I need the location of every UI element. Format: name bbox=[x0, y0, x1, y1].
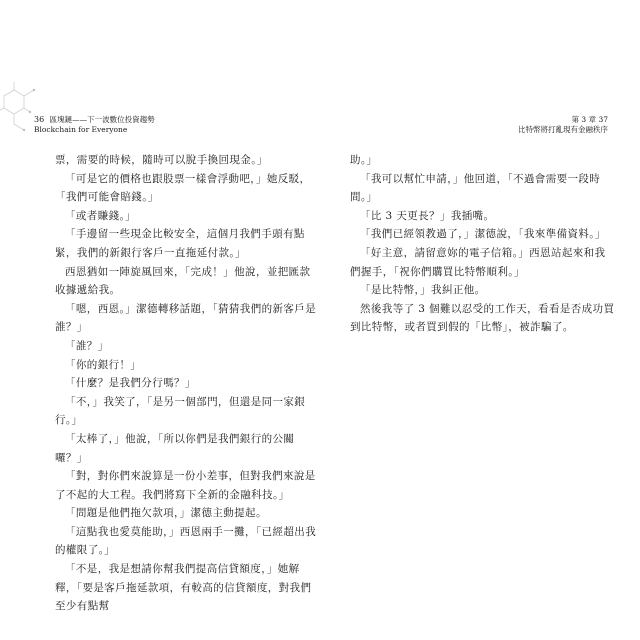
paragraph: 「嗯，西恩。」潔德轉移話題，「猜猜我們的新客戶是誰？」 bbox=[55, 302, 317, 334]
paragraph: 「誰？」 bbox=[65, 339, 109, 352]
paragraph: 「這點我也愛莫能助，」西恩兩手一攤，「已經超出我的權限了。」 bbox=[55, 525, 317, 557]
paragraph: 「不是，我是想請你幫我們提高信貸額度，」她解釋，「要是客戶拖延款項，有較高的信貸額度，對我們至少有點幫 bbox=[55, 563, 312, 613]
paragraph: 「我們已經領教過了，」潔德說，「我來準備資料。」 bbox=[360, 228, 606, 241]
paragraph: 然後我等了 3 個難以忍受的工作天，看看是否成功買到比特幣，或者買到假的「比幣」，被詐騙了。 bbox=[350, 302, 615, 334]
paragraph: 「比 3 天更長？」我插嘴。 bbox=[360, 209, 495, 222]
right-page-number: 37 bbox=[598, 115, 608, 124]
paragraph: 「或者賺錢。」 bbox=[65, 209, 137, 222]
paragraph: 「不，」我笑了，「是另一個部門，但還是同一家銀行。」 bbox=[55, 395, 306, 427]
paragraph: 「對，對你們來說算是一份小差事，但對我們來說是了不起的大工程。我們將寫下全新的金融科技。」 bbox=[55, 470, 316, 501]
book-subtitle: Blockchain for Everyone bbox=[34, 125, 128, 134]
right-page-body bbox=[350, 151, 615, 337]
book-title: 區塊鏈——下一波數位投資趨勢 bbox=[49, 115, 155, 124]
paragraph: 「問題是他們拖欠款項，」潔德主動提起。 bbox=[65, 507, 267, 520]
paragraph: 「什麼？是我們分行嗎？」 bbox=[65, 377, 196, 390]
paragraph: 「可是它的價格也跟股票一樣會浮動吧，」她反駁，「我們可能會賠錢。」 bbox=[55, 172, 311, 204]
right-page-header bbox=[518, 115, 608, 135]
paragraph: 「好主意，請留意妳的電子信箱。」西恩站起來和我們握手，「祝你們購買比特幣順利。」 bbox=[350, 246, 606, 278]
left-page-header bbox=[34, 115, 155, 135]
paragraph: 「我可以幫忙申請，」他回道，「不過會需要一段時間。」 bbox=[350, 172, 601, 204]
paragraph: 「手邊留一些現金比較安全，這個月我們手頭有點緊，我們的新銀行客戶一直拖延付款。」 bbox=[55, 228, 305, 259]
chapter-label: 第 3 章 bbox=[571, 115, 597, 124]
paragraph: 助。」 bbox=[350, 154, 378, 166]
left-page-body bbox=[55, 151, 320, 616]
chapter-title: 比特幣將打亂現有金融秩序 bbox=[518, 125, 608, 134]
paragraph: 「是比特幣，」我糾正他。 bbox=[360, 284, 486, 297]
paragraph: 西恩猶如一陣旋風回來，「完成！」他說，並把匯款收據遞給我。 bbox=[55, 265, 311, 297]
paragraph: 票，需要的時候，隨時可以脫手換回現金。」 bbox=[55, 154, 268, 166]
paragraph: 「太棒了，」他說，「所以你們是我們銀行的公關囉？」 bbox=[55, 432, 295, 464]
paragraph: 「你的銀行！」 bbox=[65, 358, 142, 371]
left-page-number: 36 bbox=[34, 115, 45, 124]
